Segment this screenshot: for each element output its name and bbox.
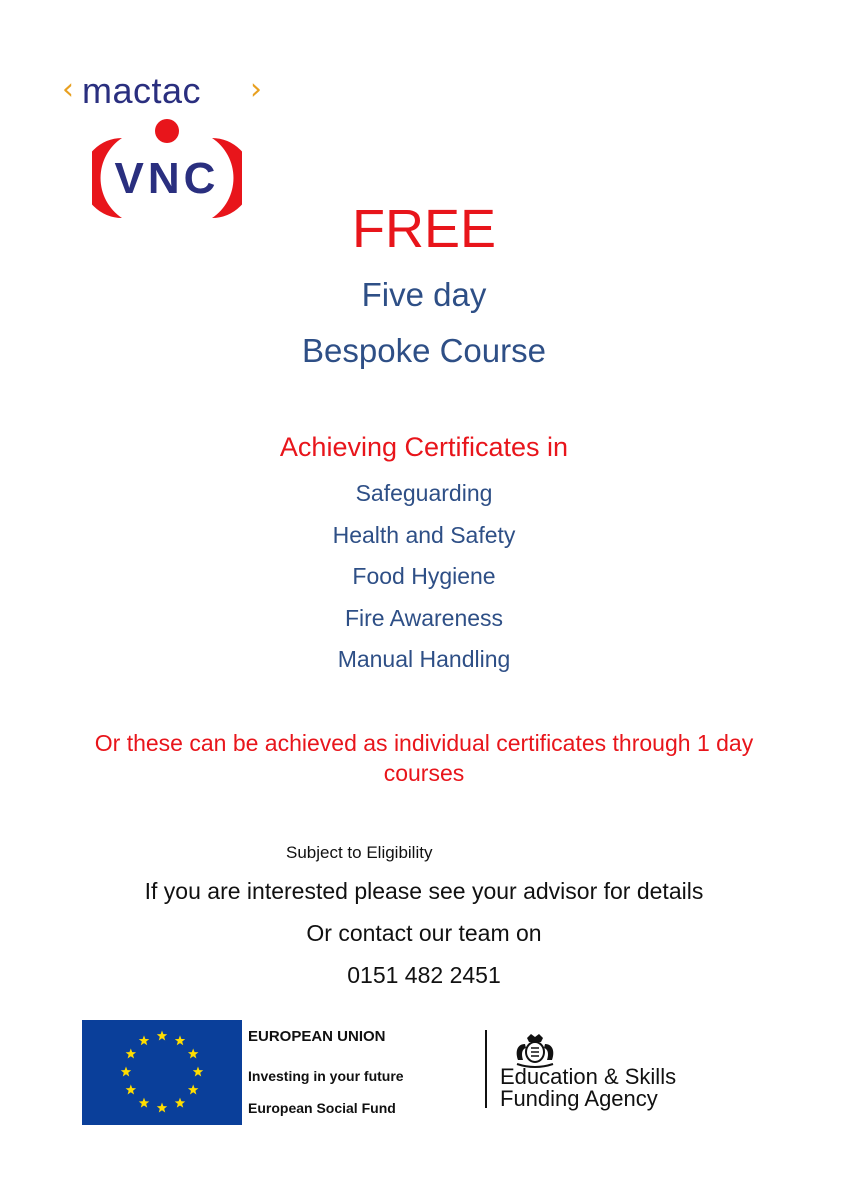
eu-title: EUROPEAN UNION	[248, 1028, 386, 1045]
certificate-item: Fire Awareness	[344, 605, 504, 631]
interested-text: If you are interested please see your advisor for details	[144, 878, 704, 904]
eu-star-icon	[157, 1103, 167, 1113]
certificate-item: Manual Handling	[337, 646, 511, 672]
eu-stars	[82, 1020, 242, 1125]
mactac-logo	[62, 68, 272, 112]
mactac-logo-text: mactac	[82, 70, 202, 111]
vnc-dot-icon	[155, 119, 179, 143]
bracket-left-icon: ‹	[62, 72, 74, 107]
certificates-intro: Achieving Certificates in	[279, 432, 569, 462]
contact-team-text: Or contact our team on	[306, 920, 542, 946]
eu-star-icon	[188, 1049, 198, 1059]
certificate-item: Food Hygiene	[352, 563, 496, 589]
eligibility-note: Subject to Eligibility	[286, 843, 433, 862]
vnc-logo-text: VNC	[114, 154, 220, 203]
eu-star-icon	[126, 1049, 136, 1059]
bracket-right-icon: ›	[250, 72, 262, 107]
esfa-divider	[485, 1030, 487, 1108]
eu-star-icon	[126, 1085, 136, 1095]
eu-tagline: Investing in your future	[248, 1068, 404, 1084]
eu-star-icon	[139, 1035, 149, 1045]
phone-number: 0151 482 2451	[347, 962, 501, 988]
alternative-text-line2: courses	[383, 760, 465, 786]
eu-star-icon	[188, 1085, 198, 1095]
esfa-name-line2: Funding Agency	[500, 1086, 658, 1111]
certificate-item: Health and Safety	[332, 522, 516, 548]
headline-bespoke-course: Bespoke Course	[302, 332, 546, 369]
headline-five-day: Five day	[361, 276, 487, 313]
eu-star-icon	[193, 1067, 203, 1077]
eu-star-icon	[121, 1067, 131, 1077]
eu-star-icon	[175, 1035, 185, 1045]
eu-star-icon	[175, 1098, 185, 1108]
esfa-name-line1: Education & Skills	[500, 1064, 677, 1089]
certificate-item: Safeguarding	[355, 480, 493, 506]
headline-free: FREE	[351, 199, 497, 259]
eu-fund: European Social Fund	[248, 1100, 396, 1116]
alternative-text-line1: Or these can be achieved as individual certificates through 1 day	[94, 730, 754, 756]
eu-flag-icon	[82, 1020, 242, 1125]
eu-star-icon	[139, 1098, 149, 1108]
eu-star-icon	[157, 1031, 167, 1041]
